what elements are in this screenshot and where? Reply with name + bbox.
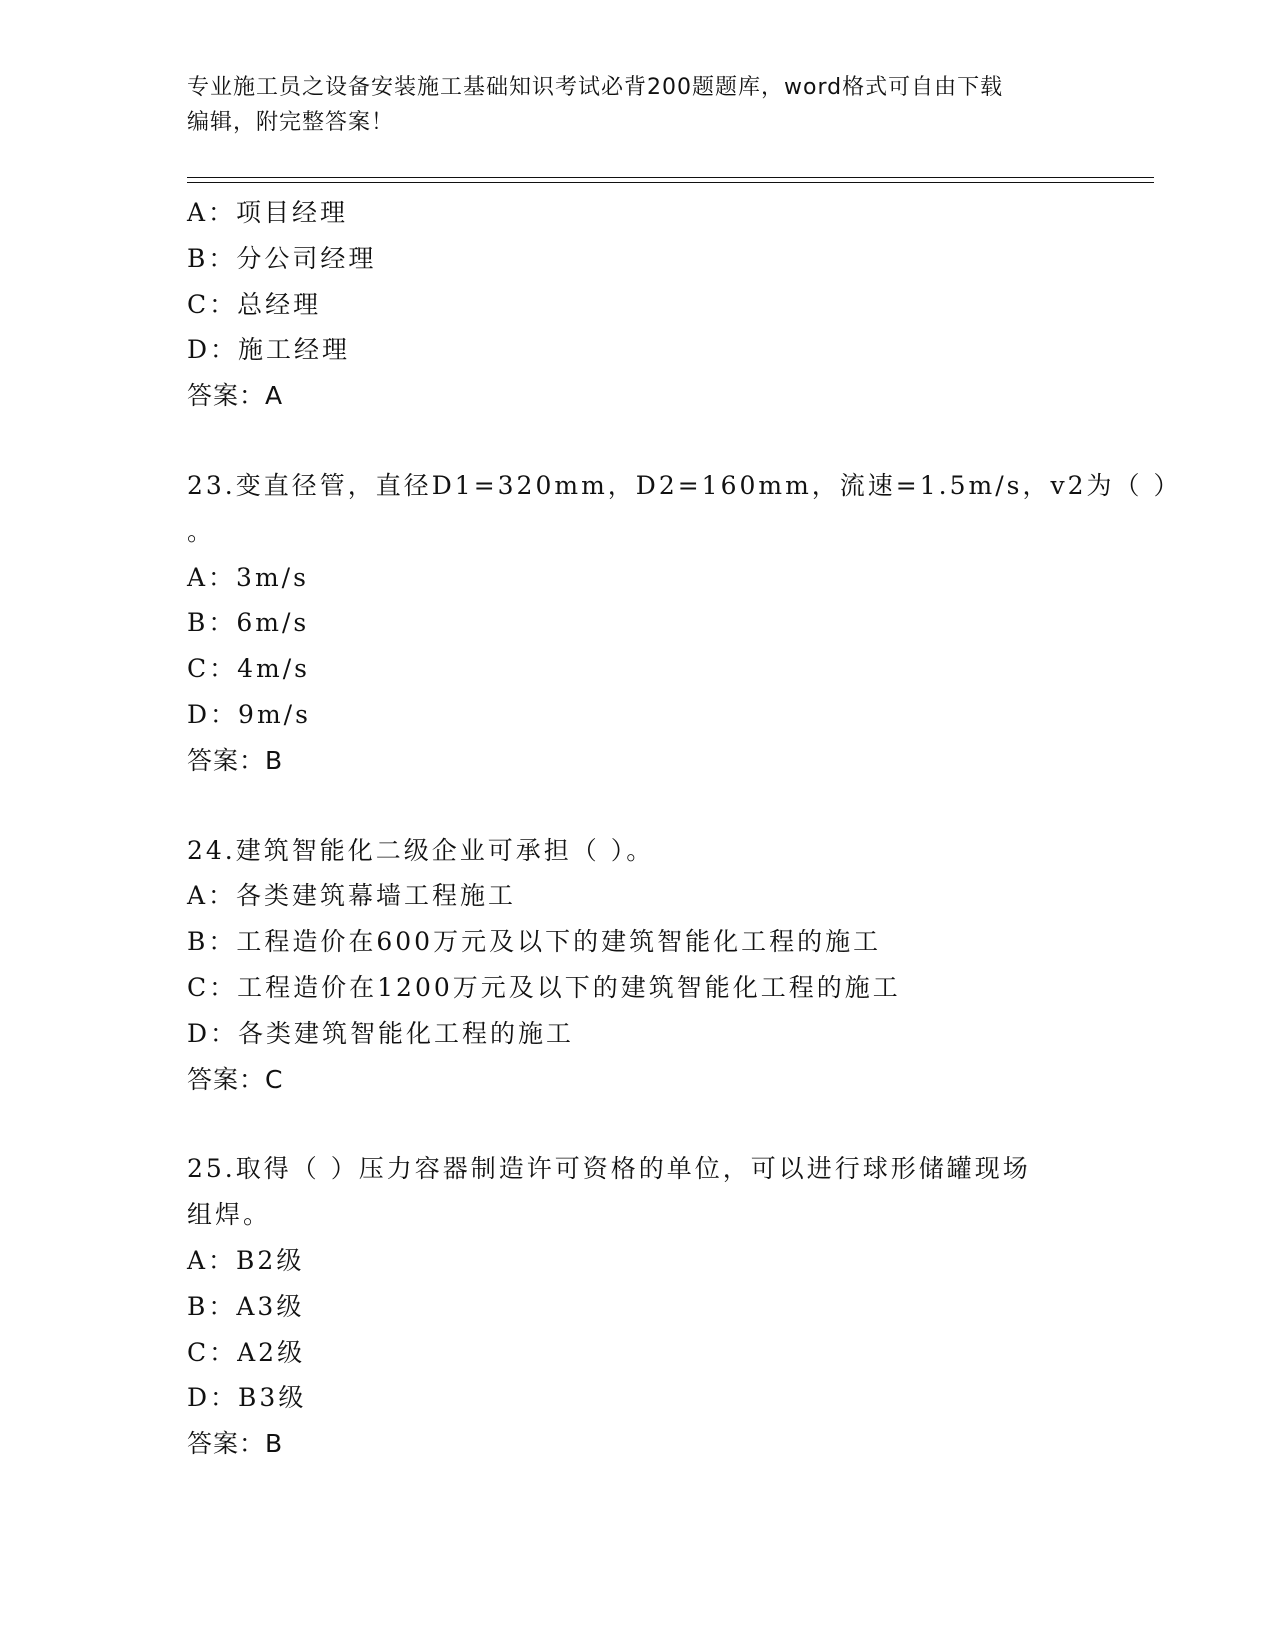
option-c: C：总经理 <box>187 289 322 319</box>
option-d: D：施工经理 <box>187 335 351 365</box>
option-b: B：6m/s <box>187 608 310 638</box>
question-23 <box>187 463 1182 784</box>
answer: 答案：C <box>187 1064 284 1094</box>
option-a: A：B2级 <box>187 1245 305 1275</box>
question-25 <box>187 1146 1087 1467</box>
option-b: B：A3级 <box>187 1291 305 1321</box>
option-c: C：工程造价在1200万元及以下的建筑智能化工程的施工 <box>187 972 901 1002</box>
question-stem: 25.取得（ ）压力容器制造许可资格的单位，可以进行球形储罐现场 <box>187 1154 1031 1184</box>
answer: 答案：B <box>187 1429 284 1459</box>
option-a: A：3m/s <box>187 562 309 592</box>
answer: 答案：B <box>187 745 284 775</box>
question-stem-cont: 组焊。 <box>187 1200 272 1230</box>
question-stem-cont: 。 <box>187 516 216 546</box>
header-rule-top <box>187 177 1154 178</box>
answer: 答案：A <box>187 381 284 411</box>
question-stem: 23.变直径管，直径D1=320mm，D2=160mm，流速=1.5m/s，v2为（ ） <box>187 470 1182 500</box>
option-b: B：工程造价在600万元及以下的建筑智能化工程的施工 <box>187 927 882 957</box>
question-stem: 24.建筑智能化二级企业可承担（ ）。 <box>187 835 655 865</box>
question-list <box>187 190 1182 1467</box>
option-c: C：A2级 <box>187 1337 306 1367</box>
header-line-2: 编辑，附完整答案！ <box>187 110 395 135</box>
header-line-1: 专业施工员之设备安装施工基础知识考试必背200题题库，word格式可自由下载 <box>187 75 1004 100</box>
document-header <box>187 70 1087 140</box>
option-c: C：4m/s <box>187 654 310 684</box>
header-rule-bottom <box>187 182 1154 183</box>
option-a: A：项目经理 <box>187 198 349 227</box>
option-d: D：B3级 <box>187 1383 307 1413</box>
option-d: D：9m/s <box>187 699 311 729</box>
option-b: B：分公司经理 <box>187 243 377 273</box>
option-a: A：各类建筑幕墙工程施工 <box>187 881 517 911</box>
question-24 <box>187 828 1087 1103</box>
question-22 <box>187 190 1087 419</box>
option-d: D：各类建筑智能化工程的施工 <box>187 1018 575 1048</box>
